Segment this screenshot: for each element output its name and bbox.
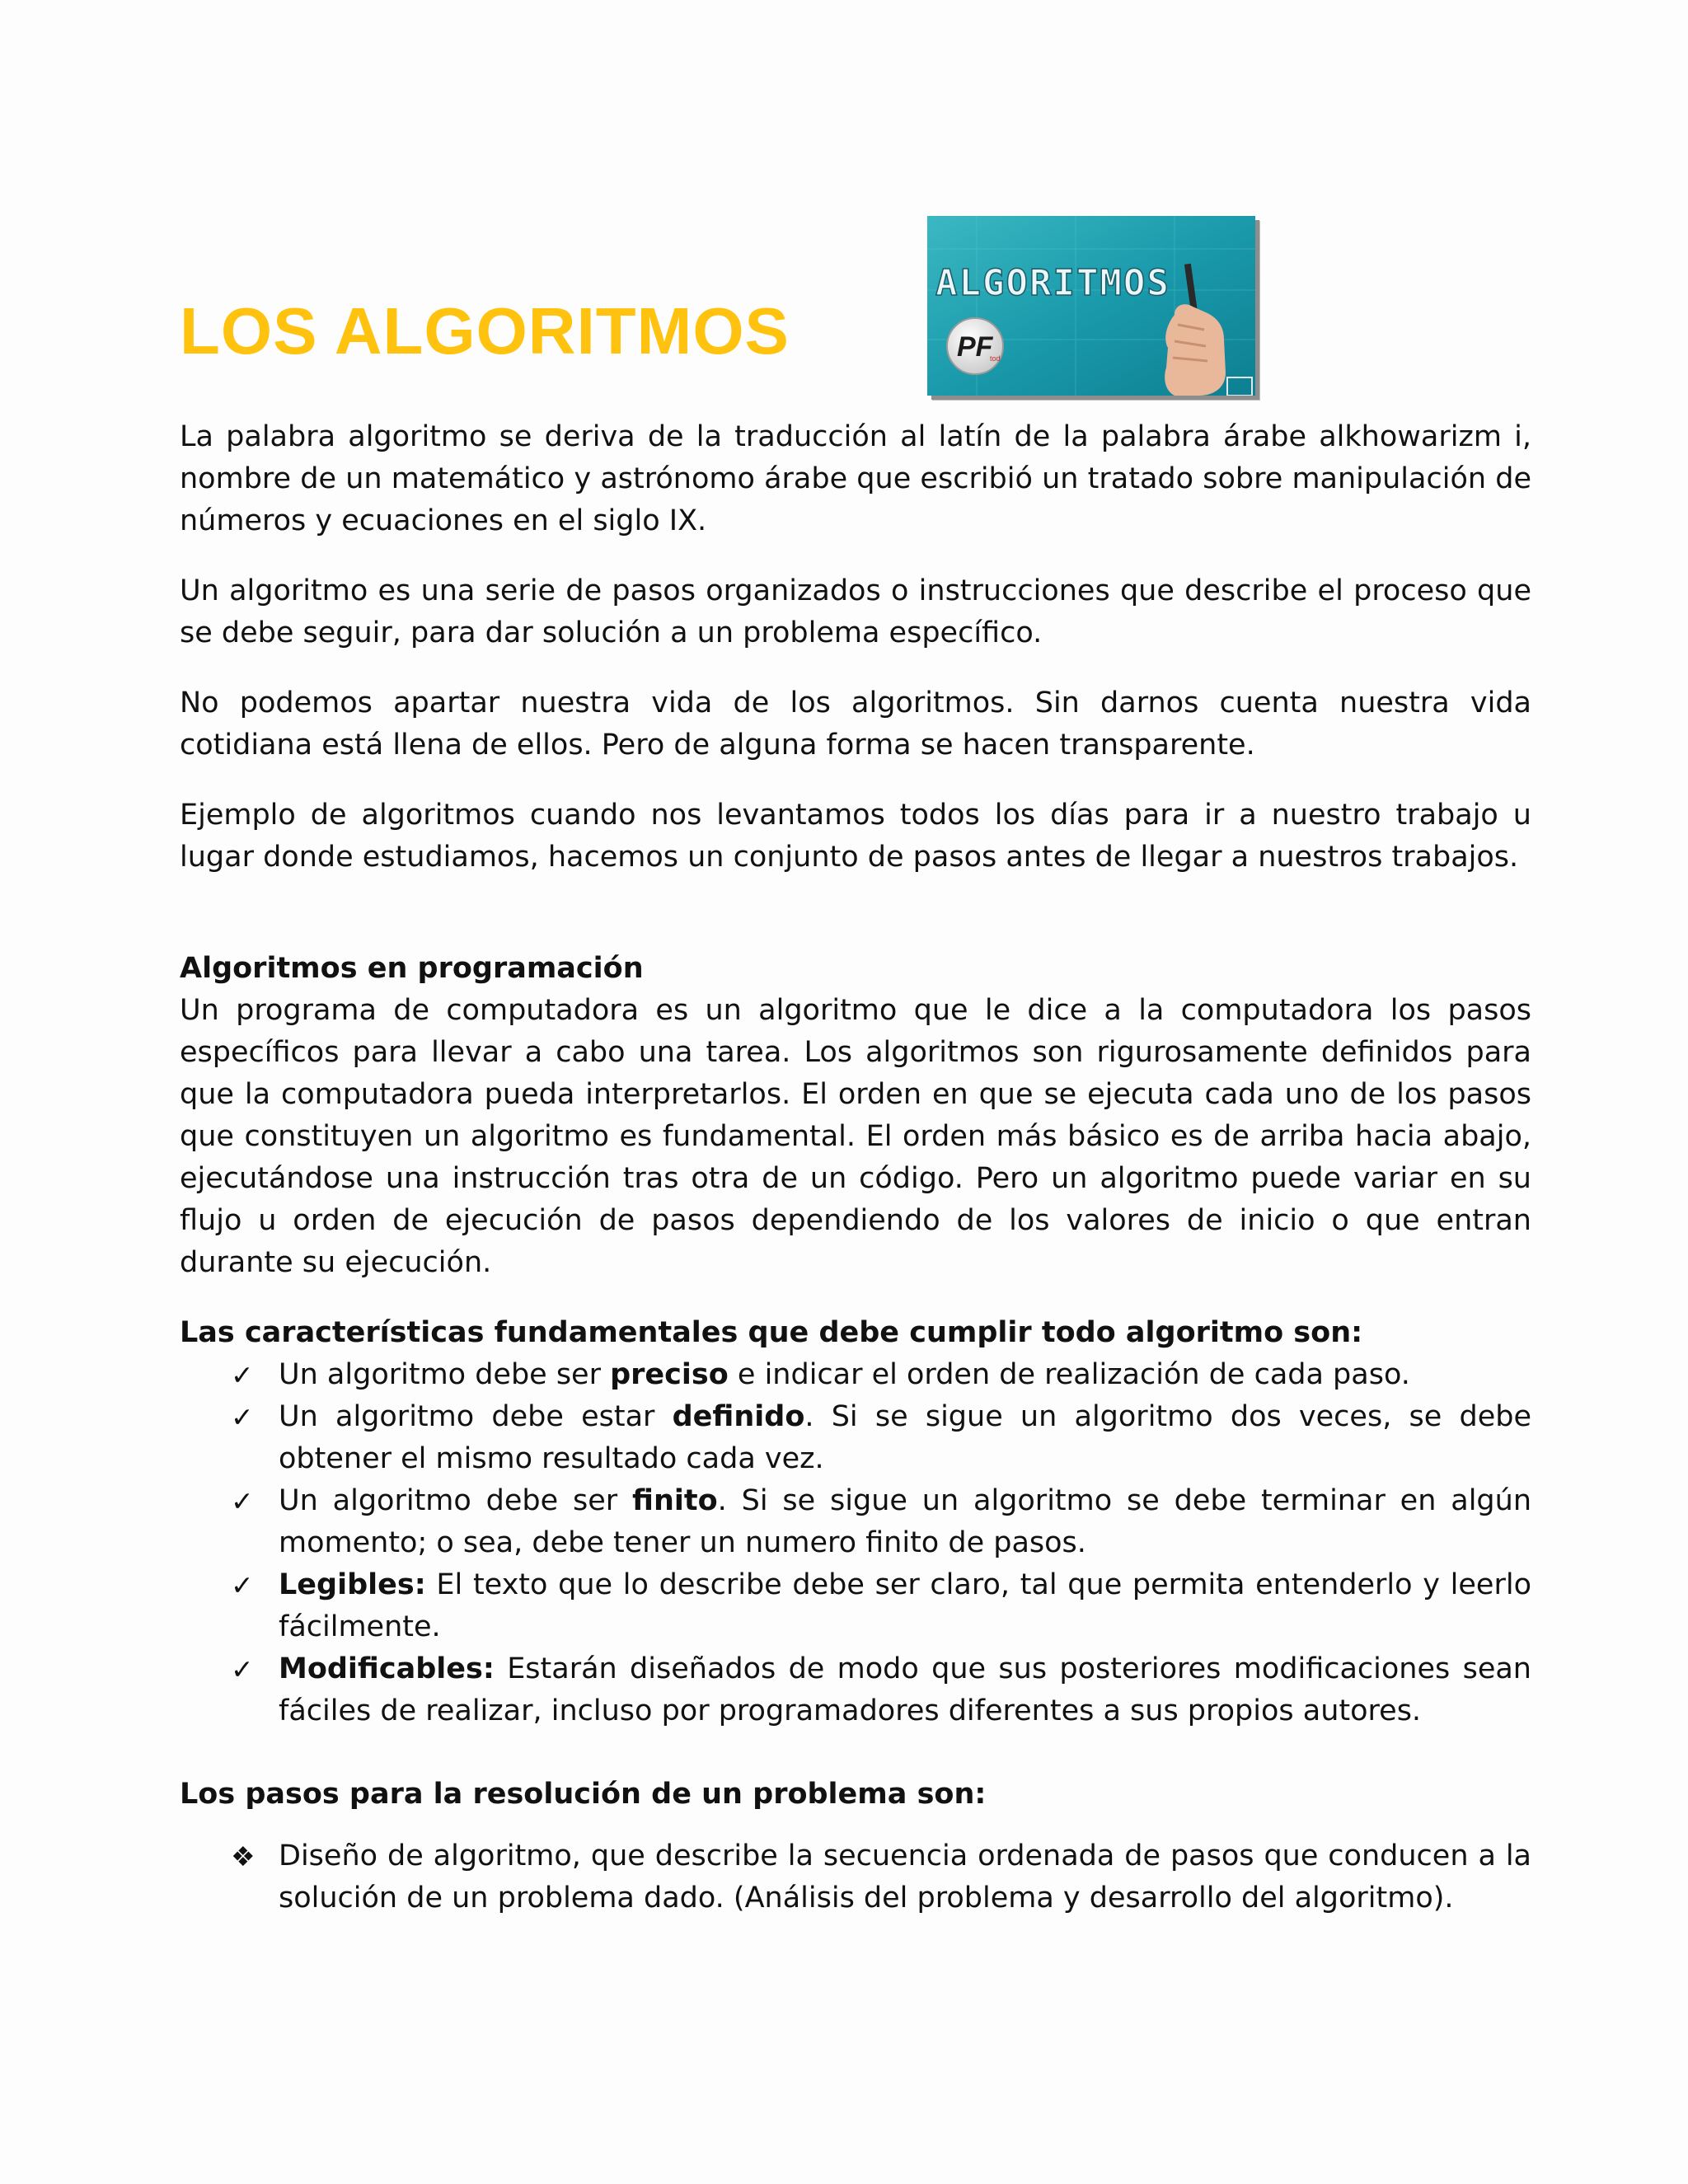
checkmark-icon: ✓ xyxy=(231,1359,254,1391)
characteristics-heading: Las características fundamentales que debe cumplir todo algoritmo son: xyxy=(180,1316,1363,1349)
algoritmos-banner-image xyxy=(927,216,1255,396)
list-item: ✓ Un algoritmo debe estar definido. Si se sigue un algoritmo dos veces, se debe obtener el mismo resultado cada vez. xyxy=(180,1396,1531,1480)
steps-heading: Los pasos para la resolución de un problema son: xyxy=(180,1778,987,1811)
checkmark-icon: ✓ xyxy=(231,1401,254,1433)
intro-paragraph: No podemos apartar nuestra vida de los algoritmos. Sin darnos cuenta nuestra vida cotidiana está llena de ellos. Pero de alguna forma se hacen transparente. xyxy=(180,687,1531,762)
document-body xyxy=(180,416,1531,1919)
banner-logo-text: ALGORITMOS xyxy=(935,262,1170,304)
page-title: LOS ALGORITMOS xyxy=(180,294,790,368)
diamond-bullet-icon: ❖ xyxy=(231,1840,256,1872)
programming-heading: Algoritmos en programación xyxy=(180,952,644,985)
list-item: ✓ Un algoritmo debe ser finito. Si se sigue un algoritmo se debe terminar en algún momento; o sea, debe tener un numero finito de pasos. xyxy=(180,1480,1531,1564)
checkmark-icon: ✓ xyxy=(231,1485,254,1517)
characteristics-list xyxy=(180,1354,1531,1732)
list-item: ❖ Diseño de algoritmo, que describe la secuencia ordenada de pasos que conducen a la solución de un problema dado. (Análisis del problema y desarrollo del algoritmo). xyxy=(180,1835,1531,1919)
list-item: ✓ Legibles: El texto que lo describe debe ser claro, tal que permita entenderlo y leerlo fácilmente. xyxy=(180,1564,1531,1648)
checkmark-icon: ✓ xyxy=(231,1653,254,1685)
list-item: ✓ Un algoritmo debe ser preciso e indicar el orden de realización de cada paso. xyxy=(180,1354,1531,1396)
intro-paragraph: Un algoritmo es una serie de pasos organizados o instrucciones que describe el proceso que se debe seguir, para dar solución a un problema específico. xyxy=(180,574,1531,649)
intro-paragraph: La palabra algoritmo se deriva de la traducción al latín de la palabra árabe alkhowarizm i, nombre de un matemático y astrónomo árabe que escribió un tratado sobre manipulación de números y ecuaciones en el siglo IX. xyxy=(180,420,1531,537)
banner-badge-sub: tod xyxy=(990,354,1001,363)
list-item: ✓ Modificables: Estarán diseñados de modo que sus posteriores modificaciones sean fáciles de realizar, incluso por programadores diferentes a sus propios autores. xyxy=(180,1648,1531,1732)
steps-list xyxy=(180,1835,1531,1919)
programming-paragraph: Un programa de computadora es un algoritmo que le dice a la computadora los pasos específicos para llevar a cabo una tarea. Los algoritmos son rigurosamente definidos para que la computadora pueda interpretarlos. El orden en que se ejecuta cada uno de los pasos que constituyen un algoritmo es fundamental. El orden más básico es de arriba hacia abajo, ejecutándose una instrucción tras otra de un código. Pero un algoritmo puede variar en su flujo u orden de ejecución de pasos dependiendo de los valores de inicio o que entran durante su ejecución. xyxy=(180,994,1531,1279)
banner-badge-text: PF xyxy=(957,331,993,363)
checkmark-icon: ✓ xyxy=(231,1569,254,1601)
intro-paragraph: Ejemplo de algoritmos cuando nos levantamos todos los días para ir a nuestro trabajo u lugar donde estudiamos, hacemos un conjunto de pasos antes de llegar a nuestros trabajos. xyxy=(180,799,1531,874)
